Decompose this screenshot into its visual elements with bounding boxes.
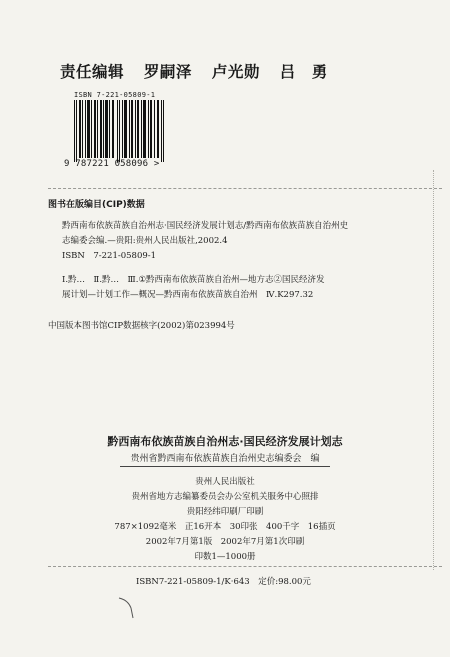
cip-publisher-line: 志编委会编.—贵阳:贵州人民出版社,2002.4 <box>62 236 228 246</box>
editor-credits <box>60 60 342 82</box>
isbn-price-line: ISBN7-221-05809-1/K·643 定价:98.00元 <box>136 577 311 587</box>
book-title: 黔西南布依族苗族自治州志·国民经济发展计划志 <box>107 435 343 448</box>
scan-mark-icon <box>118 596 138 620</box>
cip-subject-line-2: 展计划—计划工作—概况—黔西南布依族苗族自治州 Ⅳ.K297.32 <box>62 290 314 300</box>
book-editor: 贵州省黔西南布依族苗族自治州史志编委会 编 <box>130 454 320 464</box>
format-specs: 787×1092毫米 正16开本 30印张 400千字 16插页 <box>114 522 336 532</box>
top-divider <box>48 188 442 189</box>
editor-name-3: 吕 勇 <box>279 63 328 81</box>
page-edge-dots <box>433 170 436 570</box>
print-run: 印数1—1000册 <box>194 552 256 562</box>
edition-info: 2002年7月第1版 2002年7月第1次印刷 <box>145 537 305 547</box>
bottom-divider <box>48 566 442 567</box>
barcode-isbn-label: ISBN 7-221-05809-1 <box>74 91 156 99</box>
cip-record-number: 中国版本图书馆CIP数据核字(2002)第023994号 <box>48 321 235 331</box>
editor-name-2: 卢光勋 <box>211 63 260 81</box>
cip-heading: 图书在版编目(CIP)数据 <box>48 200 145 210</box>
barcode-digits: 9 787221 058096 > <box>64 159 160 169</box>
barcode-icon <box>74 100 164 162</box>
editor-label: 责任编辑 <box>60 63 125 81</box>
cip-isbn-line: ISBN 7-221-05809-1 <box>62 251 157 261</box>
typesetter: 贵州省地方志编纂委员会办公室机关服务中心照排 <box>131 492 319 502</box>
cip-title-line: 黔西南布依族苗族自治州志·国民经济发展计划志/黔西南布依族苗族自治州史 <box>62 221 349 231</box>
title-divider <box>120 466 330 467</box>
printer: 贵阳经纬印刷厂印刷 <box>186 507 264 517</box>
publisher-name: 贵州人民出版社 <box>195 477 255 487</box>
cip-subject-line-1: Ⅰ.黔… Ⅱ.黔… Ⅲ.①黔西南布依族苗族自治州—地方志②国民经济发 <box>62 275 325 285</box>
editor-name-1: 罗嗣泽 <box>143 63 192 81</box>
